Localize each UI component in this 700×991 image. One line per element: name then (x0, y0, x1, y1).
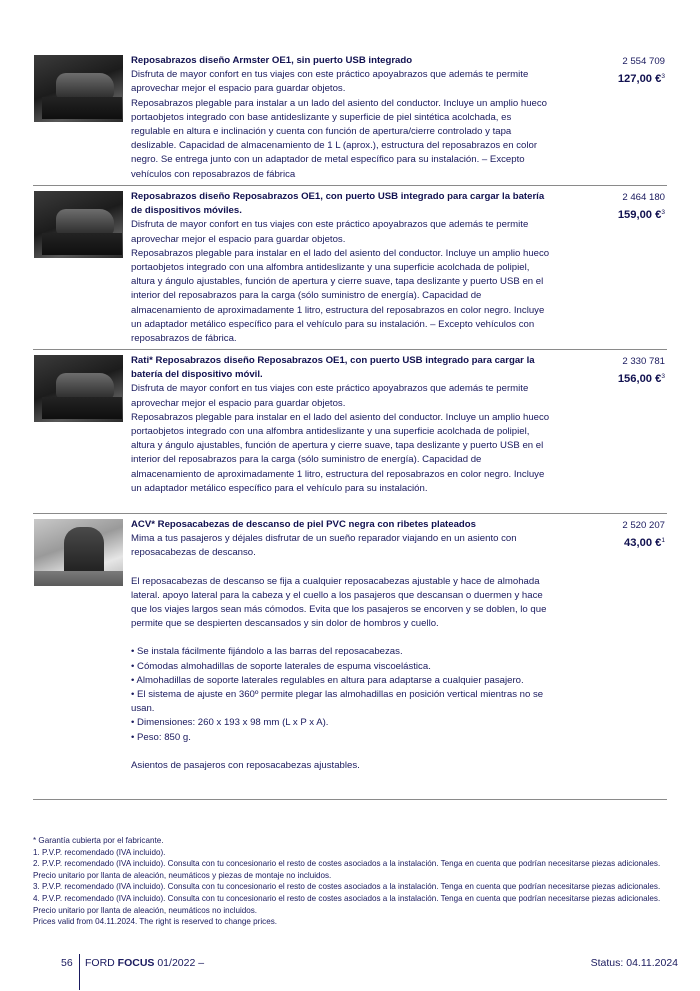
footer-divider (79, 954, 80, 990)
model: FOCUS (117, 957, 155, 969)
page-footer (33, 957, 678, 977)
product-details: Reposabrazos plegable para instalar en el lado del asiento del conductor. Incluye un amplio hueco portaobjetos integrado con una alfombra antideslizante y una superficie acolchada de polipiel, altura y ángulo ajustables, función de apertura y cierre suave, tapa deslizante y puerto USB en el interior del reposabrazos para la carga (sólo suministro de energía). Capacidad de almacenamiento de aproximadamente 1 litro, estructura del reposabrazos en color negro. Incluye un adaptador metálico específico para el vehículo para su instalación. – Excepto vehículos con reposabrazos de fábrica. (131, 247, 550, 345)
product-details: El reposacabezas de descanso se fija a cualquier reposacabezas ajustable y hace de almohada lateral. apoyo lateral para la cabeza y el cuello a los pasajeros que descansan o duermen y hace que los viajes largos sean más cómodos. Evita que los pasajeros se encorven y se doblen, lo que permite que se despierten descansados y sin dolor de hombros y cuello. (131, 575, 547, 630)
product-image-headrest (34, 519, 123, 586)
product-intro: Disfruta de mayor confort en tus viajes con este práctico apoyabrazos que además te permite aprovechar mejor el espacio para guardar objetos. (131, 383, 529, 409)
brand: FORD (85, 957, 115, 969)
footnote-ref: 1 (661, 537, 665, 544)
price: 156,00 €$^3$ (617, 373, 665, 385)
footnotes (33, 835, 673, 928)
product-description (131, 354, 551, 496)
product-intro: Mima a tus pasajeros y déjales disfrutar de un sueño reparador viajando en un asiento con reposacabezas de descanso. (131, 533, 517, 559)
price: 43,00 €$^1$ (624, 537, 665, 549)
price: 127,00 €$^3$ (617, 73, 665, 85)
footnote: * Garantía cubierta por el fabricante. (33, 836, 164, 845)
product-details: Reposabrazos plegable para instalar en el lado del asiento del conductor. Incluye un amplio hueco portaobjetos integrado con una alfombra antideslizante y una superficie acolchada de polipiel, altura y ángulo ajustables, función de apertura y cierre suave, tapa deslizante y puerto USB en el interior del reposabrazos para la carga (sólo suministro de energía). Capacidad de almacenamiento de aproximadamente 1 litro, estructura del reposabrazos en color negro. Incluye un adaptador metálico específico para el vehículo para su instalación. (131, 411, 550, 494)
status-date: Status: 04.11.2024 (590, 957, 678, 969)
product-image-armrest (34, 55, 123, 122)
page-number: 56 (61, 957, 73, 969)
footnote: 3. P.V.P. recomendado (IVA incluido). Consulta con tu concesionario el resto de costes asociados a la instalación. Tenga en cuenta que podrían necesitarse piezas adicionales. (33, 882, 661, 892)
part-number: 2 330 781 (622, 356, 665, 367)
price-box (622, 519, 665, 551)
product-image-armrest-usb (34, 191, 123, 258)
product-item (33, 514, 667, 800)
product-feature-list: • Se instala fácilmente fijándolo a las barras del reposacabezas. • Cómodas almohadillas de soporte laterales de espuma viscoelástica. • Almohadillas de soporte laterales regulables en altura para adaptarse a cualquier pasajero. • El sistema de ajuste en 360º permite plegar las almohadillas en posición vertical mientras no se usan. • Dimensiones: 260 x 193 x 98 mm (L x P x A). • Peso: 850 g. (131, 646, 544, 743)
product-item (33, 350, 667, 514)
product-intro: Disfruta de mayor confort en tus viajes con este práctico apoyabrazos que además te permite aprovechar mejor el espacio para guardar objetos. (131, 69, 529, 95)
price-box (618, 355, 665, 387)
part-number: 2 464 180 (622, 192, 665, 203)
footnote: Prices valid from 04.11.2024. The right is reserved to change prices. (33, 917, 277, 927)
product-title: Reposabrazos diseño Armster OE1, sin puerto USB integrado (131, 55, 413, 66)
brand-line (85, 957, 204, 969)
product-compatibility: Asientos de pasajeros con reposacabezas ajustables. (131, 759, 360, 771)
edition: 01/2022 – (157, 957, 205, 969)
price-box (618, 55, 665, 87)
footnote: 1. P.V.P. recomendado (IVA incluido). (33, 847, 166, 857)
part-number: 2 520 207 (622, 520, 665, 531)
product-item (33, 186, 667, 350)
price: 159,00 €$^3$ (617, 209, 665, 221)
product-details: Reposabrazos plegable para instalar a un lado del asiento del conductor. Incluye un amplio hueco portaobjetos integrado con base antideslizante y superficie de piel sintética acolchada, es regulable en altura e inclinación y cuenta con función de apertura/cierre controlado y tapa deslizable. Capacidad de almacenamiento de 1 L (aprox.), estructura del reposabrazos en color negro. Se entrega junto con un adaptador de metal específico para su instalación. – Excepto vehículos con reposabrazos de fábrica (131, 97, 548, 180)
footnote: 2. P.V.P. recomendado (IVA incluido). Consulta con tu concesionario el resto de costes asociados a la instalación. Tenga en cuenta que podrían necesitarse piezas adicionales. Precio unitario por llanta de aleación, neumáticos y piezas de montaje no incluidos. (33, 859, 661, 880)
footnote-ref: 3 (661, 73, 665, 80)
product-intro: Disfruta de mayor confort en tus viajes con este práctico apoyabrazos que además te permite aprovechar mejor el espacio para guardar objetos. (131, 219, 529, 245)
product-image-armrest-rati (34, 355, 123, 422)
product-description (131, 518, 551, 773)
product-title: ACV* Reposacabezas de descanso de piel PVC negra con ribetes plateados (131, 519, 476, 530)
product-description (131, 54, 551, 182)
product-description (131, 190, 551, 346)
footnote: 4. P.V.P. recomendado (IVA incluido). Consulta con tu concesionario el resto de costes asociados a la instalación. Tenga en cuenta que podrían necesitarse piezas adicionales. Precio unitario por llanta de aleación, neumáticos no incluidos. (33, 893, 661, 915)
footnote-ref: 3 (661, 373, 665, 380)
product-list (33, 50, 667, 800)
product-item (33, 50, 667, 186)
footnote-ref: 3 (661, 209, 665, 216)
product-title: Rati* Reposabrazos diseño Reposabrazos OE1, con puerto USB integrado para cargar la batería del dispositivo móvil. (131, 355, 535, 381)
part-number: 2 554 709 (622, 56, 665, 67)
price-box (618, 191, 665, 223)
product-title: Reposabrazos diseño Reposabrazos OE1, con puerto USB integrado para cargar la batería de dispositivos móviles. (131, 191, 545, 217)
